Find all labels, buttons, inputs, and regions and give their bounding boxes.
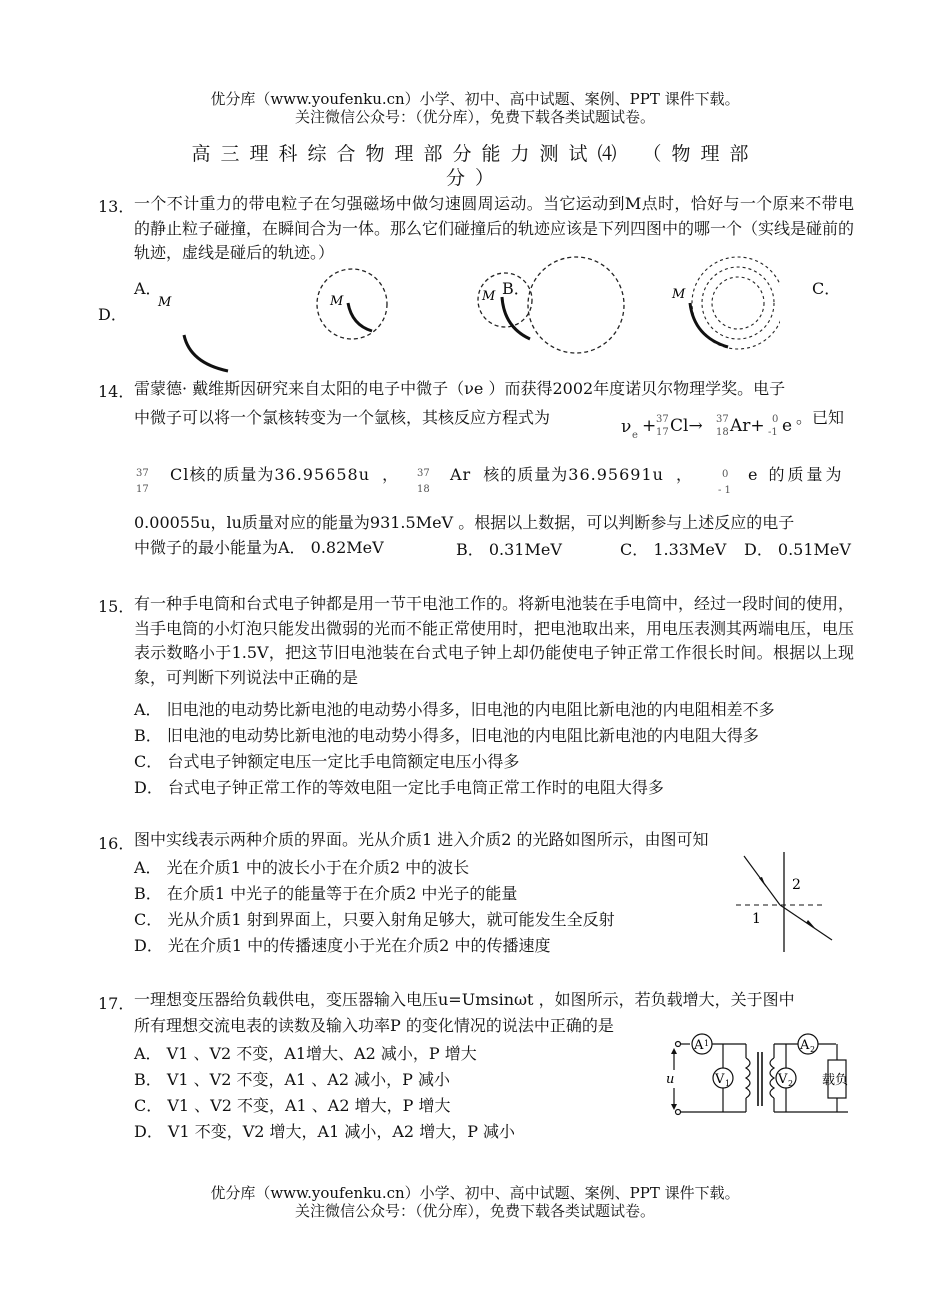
q14-eq-ar-mass-number: 37: [716, 414, 729, 425]
q16-number: 16．: [98, 834, 135, 853]
q15-text: 有一种手电筒和台式电子钟都是用一节干电池工作的。将新电池装在手电筒中，经过一段时间的使用，当手电筒的小灯泡只能发出微弱的光而不能正常使用时，把电池取出来，用电压表测其两端电压，电压表示数略小于1.5V，把这节旧电池装在台式电子钟上却仍能使电子钟正常工作很长时间。根据以上现象，可判断下列说法中正确的是: [134, 594, 855, 687]
q17-voltmeter-v2-sub: 2: [788, 1079, 794, 1088]
q17-option-d: D． V1 不变，V2 增大，A1 减小，A2 增大，P 减小: [134, 1122, 516, 1141]
q14-eq-neutrino-sub: e: [632, 430, 638, 441]
footer-line-1: 优分库（www.youfenku.cn）小学、初中、高中试题、案例、PPT 课件下载。: [210, 1184, 740, 1202]
q13-figure-a: [157, 269, 387, 371]
q14-e-charge-bottom: - 1: [718, 485, 731, 496]
q14-number: 14．: [98, 382, 135, 401]
q14-line-5: 中微子的最小能量为A． 0.82MeV: [134, 538, 384, 557]
page-title-line-1: 高三理科综合物理部分能力测试⑷ （物理部: [191, 143, 759, 165]
q14-cl-mass-number: 37: [136, 468, 149, 479]
page-title-line-2: 分）: [445, 167, 504, 189]
q17-ammeter-a1-label: A: [694, 1038, 704, 1053]
q17-line-2: 所有理想交流电表的读数及输入功率P 的变化情况的说法中正确的是: [134, 1016, 614, 1035]
q14-line-1: 雷蒙德· 戴维斯因研究来自太阳的电子中微子（νe ）而获得2002年度诺贝尔物理学奖。电子: [134, 379, 786, 398]
q14-ar-mass: Ar 核的质量为36.95691u ，: [450, 465, 694, 484]
q15-option-b: B． 旧电池的电动势比新电池的电动势小得多，旧电池的内电阻比新电池的内电阻大得多: [134, 726, 759, 745]
q13-m-label-a: M: [158, 295, 172, 310]
q13-m-label-d: M: [672, 287, 686, 302]
q14-eq-e-charge-top: 0: [772, 414, 779, 425]
q14-eq-e-charge-bottom: -1: [768, 427, 778, 438]
q16-refracted-ray: [780, 905, 832, 940]
q16-option-c: C． 光从介质1 射到界面上，只要入射角足够大，就可能发生全反射: [134, 910, 615, 929]
q17-load-label: 载负: [822, 1073, 849, 1088]
q17-option-c: C． V1 、V2 不变，A1 、A2 增大，P 增大: [134, 1096, 451, 1115]
q17-line-1: 一理想变压器给负载供电，变压器输入电压u=Umsinωt ，如图所示，若负载增大，关于图中: [134, 990, 795, 1009]
q13-option-c: C．: [812, 279, 841, 298]
q17-transformer-circuit: [660, 1030, 860, 1120]
q17-input-voltage-label: u: [666, 1072, 675, 1087]
q16-option-b: B． 在介质1 中光子的能量等于在介质2 中光子的能量: [134, 884, 518, 903]
q13-m-label-b: M: [330, 294, 344, 309]
q17-option-a: A． V1 、V2 不变，A1增大、A2 减小，P 增大: [134, 1044, 477, 1063]
q16-medium-2-label: 2: [792, 877, 801, 893]
q14-ar-atomic-number: 18: [417, 484, 430, 495]
q16-refraction-diagram: [732, 852, 836, 952]
q13-trajectory-figures: [140, 255, 780, 375]
q14-line-2: 中微子可以将一个氯核转变为一个氩核，其核反应方程式为: [134, 408, 551, 427]
q14-eq-neutrino: ν: [621, 417, 632, 437]
q17-ammeter-a1-sub: 1: [704, 1039, 710, 1048]
q13-m-label-c: M: [482, 289, 496, 304]
q14-cl-atomic-number: 17: [136, 484, 149, 495]
footer-line-2: 关注微信公众号：（优分库），免费下载各类试题试卷。: [294, 1202, 655, 1220]
header-line-2: 关注微信公众号：（优分库），免费下载各类试题试卷。: [294, 108, 655, 126]
q14-ar-mass-number: 37: [417, 468, 430, 479]
q16-option-d: D． 光在介质1 中的传播速度小于光在介质2 中的传播速度: [134, 936, 551, 955]
q14-line-4: 0.00055u，lu质量对应的能量为931.5MeV 。根据以上数据，可以判断参与上述反应的电子: [134, 513, 795, 532]
q14-eq-cl: Cl→: [670, 416, 703, 436]
q14-e-charge-top: 0: [722, 469, 729, 480]
q17-voltmeter-v2-label: V: [778, 1072, 788, 1087]
q14-eq-cl-atomic-number: 17: [656, 427, 669, 438]
q14-option-b: B． 0.31MeV: [456, 540, 562, 559]
header-line-1: 优分库（www.youfenku.cn）小学、初中、高中试题、案例、PPT 课件下载。: [210, 90, 740, 108]
q13-option-d: D．: [98, 305, 127, 324]
q17-number: 17．: [98, 994, 135, 1013]
q14-eq-cl-mass-number: 37: [656, 414, 669, 425]
q14-e-mass: e 的质量为: [748, 465, 845, 484]
q14-option-c: C． 1.33MeV: [620, 540, 727, 559]
q14-eq-ar: Ar+: [730, 416, 765, 436]
q15-option-c: C． 台式电子钟额定电压一定比手电筒额定电压小得多: [134, 752, 520, 771]
q15-option-d: D． 台式电子钟正常工作的等效电阻一定比手电筒正常工作时的电阻大得多: [134, 778, 664, 797]
q15-option-a: A． 旧电池的电动势比新电池的电动势小得多，旧电池的内电阻比新电池的内电阻相差不多: [134, 700, 775, 719]
q17-voltmeter-v1-label: V: [715, 1072, 725, 1087]
q13-number: 13．: [98, 197, 135, 216]
q14-cl-mass: Cl核的质量为36.95658u ，: [170, 465, 400, 484]
q13-figure-c: [481, 257, 624, 353]
q16-incident-arrow: [759, 877, 766, 887]
q14-eq-ar-atomic-number: 18: [716, 427, 729, 438]
q14-eq-tail: 。已知: [796, 408, 845, 427]
q17-ammeter-a2-sub: 2: [810, 1045, 816, 1054]
q16-text: 图中实线表示两种介质的界面。光从介质1 进入介质2 的光路如图所示，由图可知: [134, 830, 709, 849]
q14-eq-plus-1: +: [642, 416, 657, 436]
q14-eq-electron: e: [782, 416, 793, 436]
q16-medium-1-label: 1: [752, 911, 761, 927]
q15-number: 15．: [98, 597, 135, 616]
q13-figure-d: [671, 257, 780, 349]
q14-option-d: D． 0.51MeV: [744, 540, 851, 559]
q17-ammeter-a2-label: A: [800, 1038, 810, 1053]
q13-option-b: B．: [502, 279, 530, 298]
q17-voltmeter-v1-sub: 1: [725, 1079, 731, 1088]
q13-option-a: A．: [134, 279, 162, 298]
q17-option-b: B． V1 、V2 不变，A1 、A2 减小，P 减小: [134, 1070, 450, 1089]
q13-text: 一个不计重力的带电粒子在匀强磁场中做匀速圆周运动。当它运动到M点时，恰好与一个原来不带电的静止粒子碰撞，在瞬间合为一体。那么它们碰撞后的轨迹应该是下列四图中的哪一个（实线是碰前的轨迹，虚线是碰后的轨迹。）: [134, 194, 855, 262]
q16-option-a: A． 光在介质1 中的波长小于在介质2 中的波长: [134, 858, 470, 877]
